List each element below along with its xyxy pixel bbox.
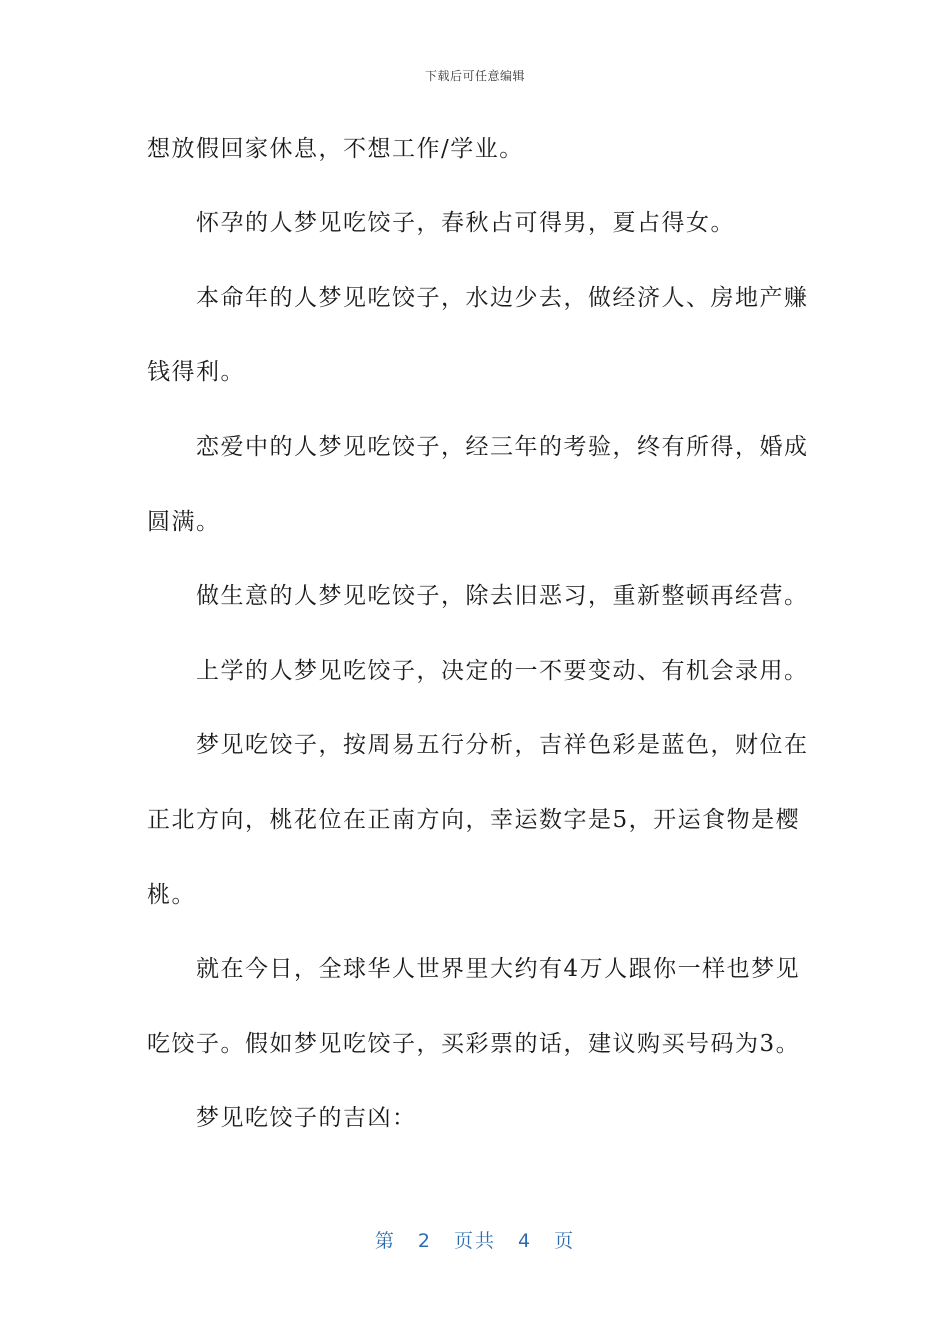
text-line: 本命年的人梦见吃饺子，水边少去，做经济人、房地产赚 bbox=[147, 285, 809, 311]
text-line: 想放假回家休息，不想工作/学业。 bbox=[147, 136, 524, 162]
text-line: 梦见吃饺子的吉凶： bbox=[147, 1105, 417, 1131]
text-line: 就在今日，全球华人世界里大约有4万人跟你一样也梦见 bbox=[147, 956, 801, 982]
text-line: 正北方向，桃花位在正南方向，幸运数字是5，开运食物是樱 bbox=[147, 807, 801, 833]
page-middle: 页共 bbox=[453, 1230, 496, 1252]
text-line: 吃饺子。假如梦见吃饺子，买彩票的话，建议购买号码为3。 bbox=[147, 1031, 801, 1057]
text-line: 上学的人梦见吃饺子，决定的一不要变动、有机会录用。 bbox=[147, 658, 809, 684]
text-line: 圆满。 bbox=[147, 509, 221, 535]
text-line: 梦见吃饺子，按周易五行分析，吉祥色彩是蓝色，财位在 bbox=[147, 732, 809, 758]
page-suffix: 页 bbox=[554, 1230, 576, 1252]
page-number-footer bbox=[0, 1226, 950, 1253]
header-note: 下载后可任意编辑 bbox=[424, 69, 525, 83]
text-line: 钱得利。 bbox=[147, 359, 245, 385]
current-page-number: 2 bbox=[417, 1230, 432, 1252]
page-prefix: 第 bbox=[374, 1230, 396, 1252]
text-line: 做生意的人梦见吃饺子，除去旧恶习，重新整顿再经营。 bbox=[147, 583, 809, 609]
text-line: 怀孕的人梦见吃饺子，春秋占可得男，夏占得女。 bbox=[147, 210, 735, 236]
text-line: 恋爱中的人梦见吃饺子，经三年的考验，终有所得，婚成 bbox=[147, 434, 809, 460]
total-page-number: 4 bbox=[518, 1230, 533, 1252]
text-line: 桃。 bbox=[147, 882, 196, 908]
